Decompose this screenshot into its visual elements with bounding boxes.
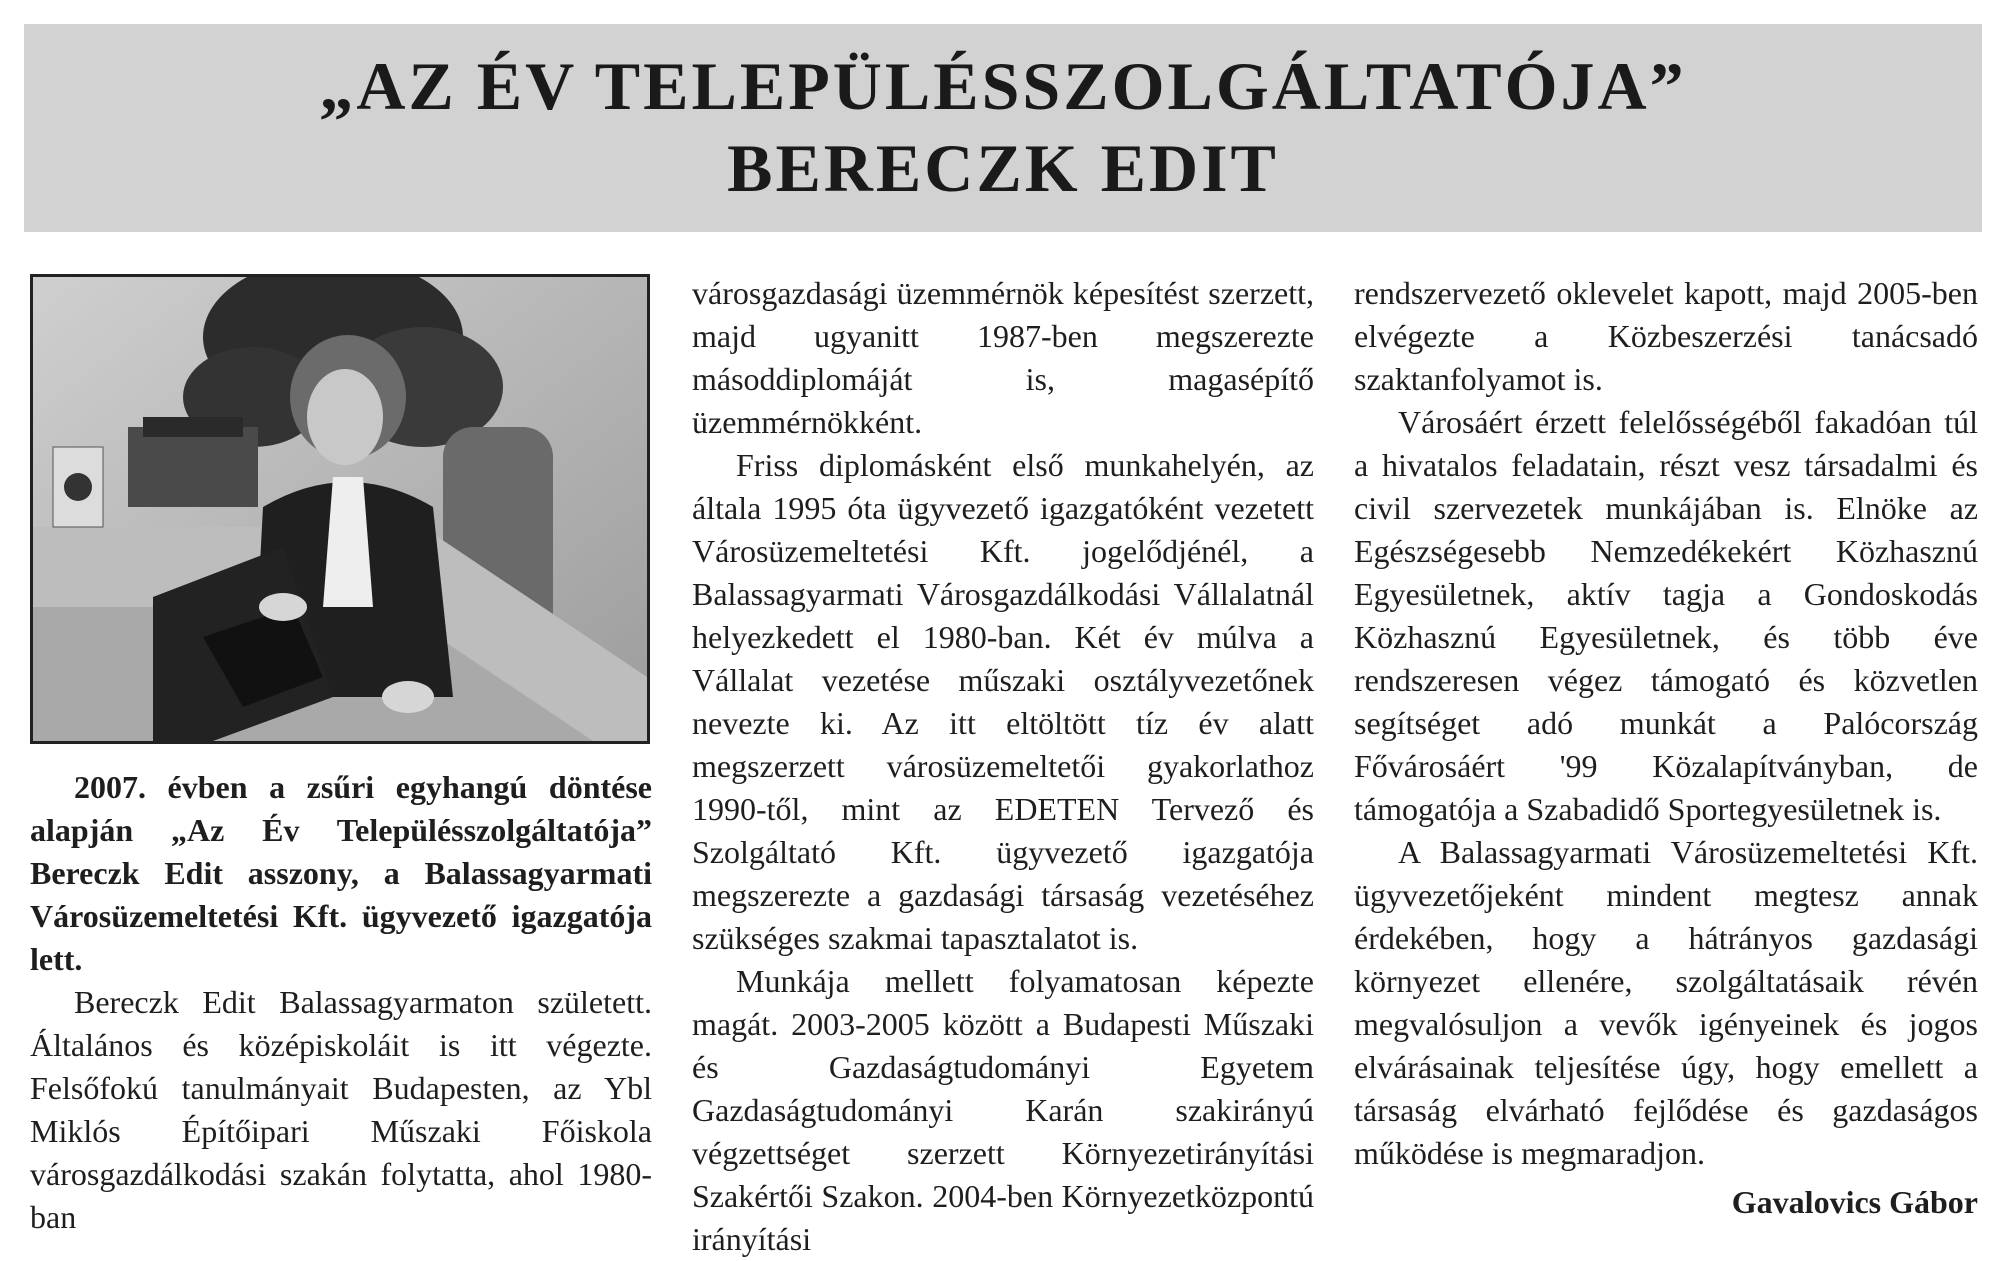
photo-caption: 2007. évben a zsűri egyhangú döntése alapján „Az Év Településszolgáltatója” Bereczk Edit asszony, a Balassagyarmati Városüzemeltetési Kft. ügyvezető igazgatója lett. (30, 769, 652, 977)
author-byline: Gavalovics Gábor (1731, 1184, 1978, 1220)
portrait-photo (30, 274, 650, 744)
paragraph: rendszervezető oklevelet kapott, majd 2005-ben elvégezte a Közbeszerzési tanácsadó szaktanfolyamot is. (1354, 275, 1978, 397)
article-column-1 (30, 766, 652, 1239)
paragraph: A Balassagyarmati Városüzemeltetési Kft. ügyvezetőjeként mindent megtesz annak érdekében, hogy a hátrányos gazdasági környezet ellenére, szolgáltatásaik révén megvalósuljon a vevők igényeinek és jogos elvárásainak teljesítése úgy, hogy emellett a társaság elvárható fejlődése és gazdaságos működése is megmaradjon. (1354, 834, 1978, 1171)
headline-title: „AZ ÉV TELEPÜLÉSSZOLGÁLTATÓJA” (319, 48, 1687, 124)
paragraph: Friss diplomásként első munkahelyén, az általa 1995 óta ügyvezető igazgatóként vezetett Városüzemeltetési Kft. jogelődjénél, a Balassagyarmati Városgazdálkodási Vállalatnál helyezkedett el 1980-ban. Két év múlva a Vállalat vezetése műszaki osztályvezetőnek nevezte ki. Az itt eltöltött tíz év alatt megszerzett városüzemeltetői gyakorlathoz 1990-től, mint az EDETEN Tervező és Szolgáltató Kft. ügyvezető igazgatója megszerezte a gazdasági társaság vezetéséhez szükséges szakmai tapasztalatot is. (692, 447, 1314, 956)
headline-banner (24, 24, 1982, 232)
paragraph: városgazdasági üzemmérnök képesítést szerzett, majd ugyanitt 1987-ben megszerezte másoddiplomáját is, magasépítő üzemmérnökként. (692, 275, 1314, 440)
paragraph: Bereczk Edit Balassagyarmaton született. Általános és középiskoláit is itt végezte. Felsőfokú tanulmányait Budapesten, az Ybl Miklós Építőipari Műszaki Főiskola városgazdálkodási szakán folytatta, ahol 1980-ban (30, 984, 652, 1235)
paragraph: Munkája mellett folyamatosan képezte magát. 2003-2005 között a Budapesti Műszaki és Gazdaságtudományi Egyetem Gazdaságtudományi Karán szakirányú végzettséget szerzett Környezetirányítási Szakértői Szakon. 2004-ben Környezetközpontú irányítási (692, 963, 1314, 1257)
article-column-2 (692, 272, 1314, 1261)
headline-name: BERECZK EDIT (727, 130, 1279, 206)
paragraph: Városáért érzett felelősségéből fakadóan túl a hivatalos feladatain, részt vesz társadalmi és civil szervezetek munkájában is. Elnöke az Egészségesebb Nemzedékekért Közhasznú Egyesületnek, aktív tagja a Gondoskodás Közhasznú Egyesületnek, és több éve rendszeresen végez támogató és közvetlen segítséget adó munkát a Palócország Fővárosáért '99 Közalapítványban, de támogatója a Szabadidő Sportegyesületnek is. (1354, 404, 1978, 827)
portrait-photo-icon (33, 277, 647, 741)
article-column-3 (1354, 272, 1978, 1224)
